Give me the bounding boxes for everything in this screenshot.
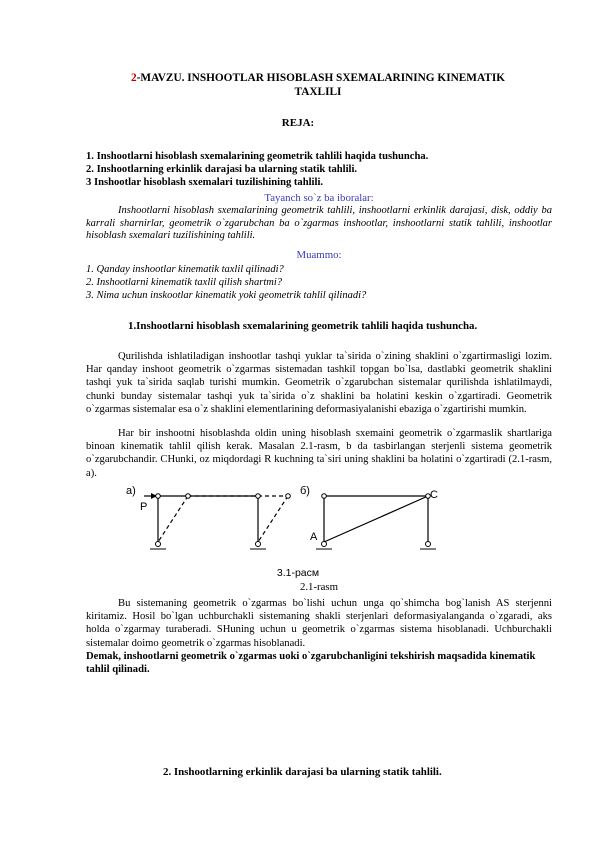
figure-label-a: а) <box>126 486 136 497</box>
figure-caption-ru: 3.1-расм <box>276 567 320 579</box>
section1-heading: 1.Inshootlarni hisoblash sxemalarining geometrik tahlili haqida tushuncha. <box>128 320 478 332</box>
problem-item: 3. Nima uchun inskootlar kinematik yoki geometrik tahlil qilinadi? <box>86 290 367 302</box>
section1-conclusion: Demak, inshootlarni geometrik o`zgarmas uoki o`zgarubchanligini tekshirish maqsadida kinematik tahlil qilinadi. <box>86 651 536 676</box>
plan-heading: REJA: <box>281 117 315 129</box>
title-line1: -MAVZU. INSHOOTLAR HISOBLASH SXEMALARINING KINEMATIK <box>136 72 505 84</box>
figure-label-C: C <box>430 489 438 501</box>
plan-item: 2. Inshootlarning erkinlik darajasi ba ularning statik tahlili. <box>86 164 358 176</box>
figure-label-P: P <box>140 501 148 513</box>
title-line2: TAXLILI <box>294 86 342 98</box>
problem-item: 1. Qanday inshootlar kinematik taxlil qilinadi? <box>86 264 284 275</box>
section1-paragraph-3: Bu sistemaning geometrik o`zgarmas bo`lishi uchun unga qo`shimcha bog`lanish AS sterjenni kiritamiz. Hosil bo`lgan uchburchakli sistemaning shakli sterjenlari deformasiyalanganda o`zgaradi, aks holda o`zgarmay turaberadi. SHuning uchun u geometrik o`zgarmas sistema hisoblanadi. Uchburchakli sistemalar doimo geometrik o`zgarmas hisoblanadi. <box>86 598 552 649</box>
plan-list <box>86 150 566 190</box>
section2-heading: 2. Inshootlarning erkinlik darajasi ba ularning statik tahlili. <box>163 766 442 778</box>
figure-label-A: A <box>310 531 318 543</box>
keywords-text: Inshootlarni hisoblash sxemalarining geometrik tahlili, inshootlarni erkinlik darajasi, disk, oddiy ba karrali sharnirlar, geometrik o`zgarubchan ba o`zgarmas inshootlar, inshootlarni statik tahlili, inshootlar hisoblash sxemalari tuzilishining tahlili. <box>86 205 552 242</box>
figure-frames <box>120 486 440 570</box>
problem-heading: Muammo: <box>296 249 342 261</box>
page-title <box>90 71 546 99</box>
plan-item: 1. Inshootlarni hisoblash sxemalarining geometrik tahlili haqida tushuncha. <box>86 151 429 162</box>
figure-caption: 2.1-rasm <box>299 581 339 593</box>
plan-item: 3 Inshootlar hisoblash sxemalari tuzilishining tahlili. <box>86 177 324 189</box>
figure-label-b: б) <box>300 486 310 497</box>
problem-list <box>86 263 556 303</box>
title-number: 2 <box>130 72 137 84</box>
section1-paragraph-2: Har bir inshootni hisoblashda oldin uning hisoblash sxemaini geometrik o`zgarmaslik shartlariga binoan kinematik tahlil qilish kerak. Masalan 2.1-rasm, b da tasbirlangan sterjenli sistema geometrik o`zgarubchandir. CHunki, oz miqdordagi R kuchning ta`siri uning shaklini ba holatini o`zgartiradi (2.1-rasm, a). <box>86 428 552 479</box>
keywords-heading: Tayanch so`z ba iboralar: <box>264 192 374 204</box>
section1-paragraph-1: Qurilishda ishlatiladigan inshootlar tashqi yuklar ta`sirida o`zining shaklini o`zgartirmasligi lozim. Har qanday inshoot geometrik o`zgarmas sistemadan tashkil topgan bo`lsa, dastlabki geometrik shaklini tashqi yuk ta`sirida saqlab turishi mumkin. Geometrik o`zgarubchan sistemalar qurilishda ishlatilmaydi, chunki bunday sistemalar tashqi yuk ta`sirida o`z shaklini ba holatini keskin o`zgartiradi. Geometrik o`zgarmas sistemalar esa o`z shaklini elementlarining deformasiyalanishi ebaziga o`zgartirishi mumkin. <box>86 351 552 415</box>
problem-item: 2. Inshootlarni kinematik taxlil qilish shartmi? <box>86 277 282 289</box>
